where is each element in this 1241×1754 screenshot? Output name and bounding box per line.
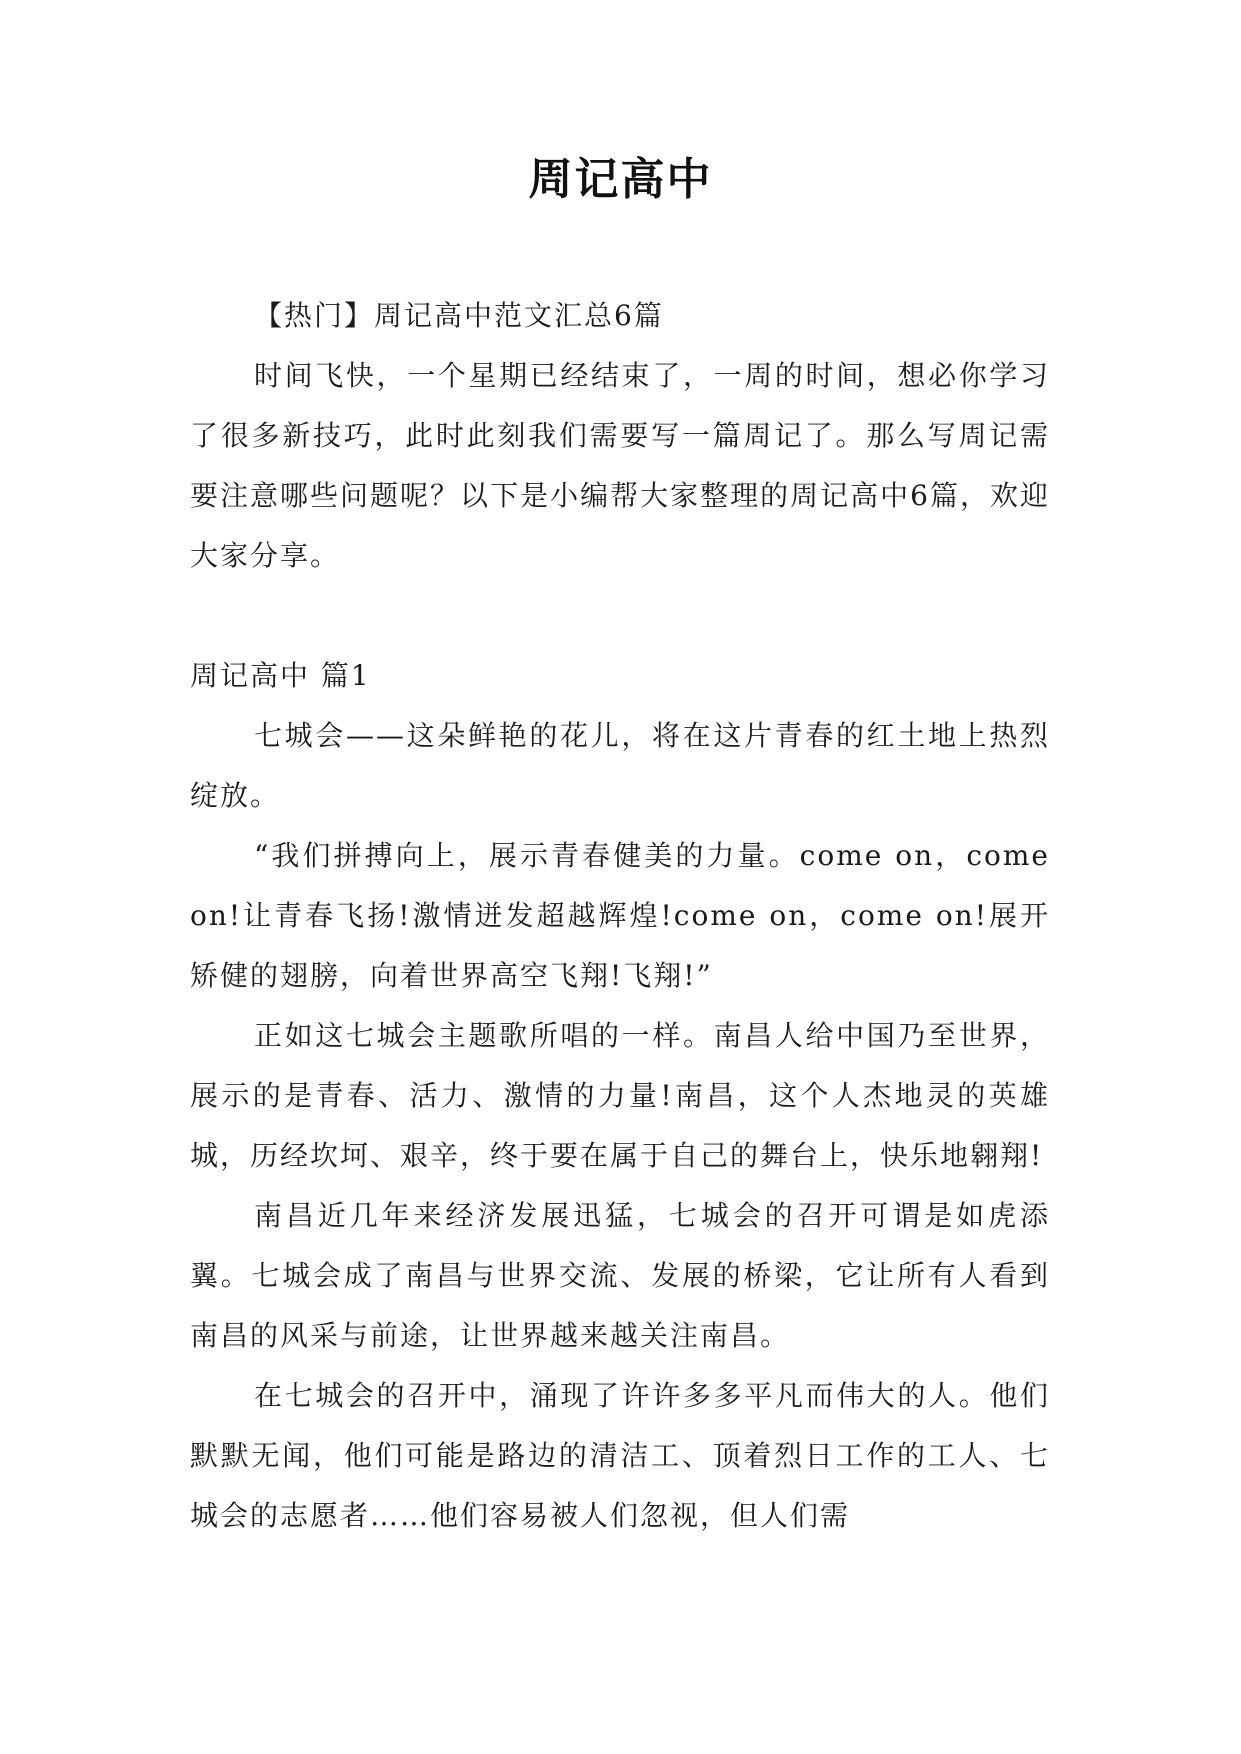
section-paragraph: “我们拼搏向上，展示青春健美的力量。come on，come on!让青春飞扬!激情迸发超越辉煌!come on，come on!展开矫健的翅膀，向着世界高空飞翔!飞翔!”: [190, 839, 1050, 992]
section-spacer: [190, 586, 1050, 646]
section-paragraph: 南昌近几年来经济发展迅猛，七城会的召开可谓是如虎添翼。七城会成了南昌与世界交流、发展的桥梁，它让所有人看到南昌的风采与前途，让世界越来越关注南昌。: [190, 1199, 1050, 1352]
intro-paragraph: 时间飞快，一个星期已经结束了，一周的时间，想必你学习了很多新技巧，此时此刻我们需要写一篇周记了。那么写周记需要注意哪些问题呢？以下是小编帮大家整理的周记高中6篇，欢迎大家分享。: [190, 359, 1050, 572]
document-title: 周记高中: [528, 154, 713, 205]
section-heading: 周记高中 篇1: [190, 659, 371, 692]
document-body: [190, 286, 1050, 1546]
section-paragraph: 正如这七城会主题歌所唱的一样。南昌人给中国乃至世界，展示的是青春、活力、激情的力量!南昌，这个人杰地灵的英雄城，历经坎坷、艰辛，终于要在属于自己的舞台上，快乐地翱翔!: [190, 1019, 1050, 1172]
section-paragraph: 七城会——这朵鲜艳的花儿，将在这片青春的红土地上热烈绽放。: [190, 719, 1050, 812]
section-paragraph: 在七城会的召开中，涌现了许许多多平凡而伟大的人。他们默默无闻，他们可能是路边的清洁工、顶着烈日工作的工人、七城会的志愿者……他们容易被人们忽视，但人们需: [190, 1379, 1050, 1532]
intro-subtitle: 【热门】周记高中范文汇总6篇: [254, 299, 664, 332]
